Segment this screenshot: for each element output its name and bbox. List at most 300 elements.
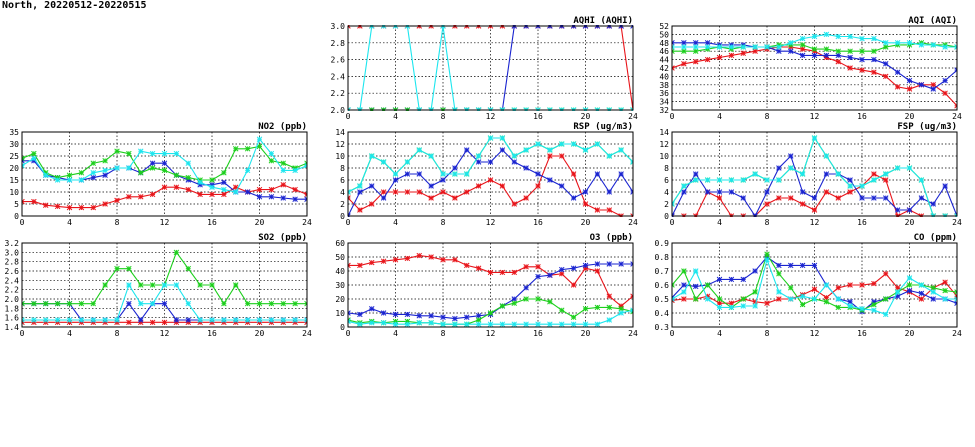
data-point-cyan: [186, 161, 191, 166]
y-tick-label: 40: [659, 72, 669, 82]
data-point-cyan: [931, 43, 936, 48]
data-point-red: [871, 281, 876, 286]
data-point-red: [91, 205, 96, 210]
y-tick-label: 2.6: [330, 55, 345, 65]
data-point-cyan: [583, 148, 588, 153]
y-tick-label: 2.2: [330, 89, 345, 99]
y-tick-label: 34: [659, 97, 669, 107]
data-point-cyan: [836, 297, 841, 302]
data-point-cyan: [293, 168, 298, 173]
data-point-blue: [812, 263, 817, 268]
data-point-green: [693, 297, 698, 302]
data-point-green: [79, 170, 84, 175]
data-point-red: [281, 182, 286, 187]
x-tick-label: 16: [207, 218, 217, 227]
data-point-green: [79, 301, 84, 306]
chart-title: AQI (AQI): [908, 16, 957, 26]
x-tick-label: 24: [952, 112, 962, 121]
data-point-red: [524, 264, 529, 269]
data-point-green: [233, 146, 238, 151]
data-point-blue: [464, 315, 469, 320]
data-point-green: [91, 301, 96, 306]
data-point-green: [705, 283, 710, 288]
data-point-cyan: [824, 154, 829, 159]
data-point-cyan: [705, 45, 710, 50]
data-point-red: [583, 202, 588, 207]
data-point-cyan: [464, 172, 469, 177]
data-point-blue: [138, 318, 143, 323]
data-point-cyan: [67, 318, 72, 323]
x-tick-label: 24: [302, 329, 312, 338]
data-point-blue: [824, 53, 829, 58]
data-point-green: [741, 297, 746, 302]
data-point-green: [138, 170, 143, 175]
y-tick-label: 2.4: [330, 72, 345, 82]
data-point-cyan: [55, 318, 60, 323]
data-point-green: [174, 173, 179, 178]
data-point-cyan: [824, 32, 829, 37]
data-point-cyan: [221, 187, 226, 192]
data-point-blue: [488, 160, 493, 165]
data-point-red: [812, 287, 817, 292]
y-tick-label: 2.0: [4, 295, 19, 304]
x-tick-label: 0: [669, 329, 675, 338]
data-point-cyan: [943, 297, 948, 302]
data-point-green: [883, 297, 888, 302]
data-point-blue: [559, 267, 564, 272]
data-point-blue: [907, 78, 912, 83]
data-point-red: [848, 283, 853, 288]
data-point-red: [488, 270, 493, 275]
data-point-blue: [512, 297, 517, 302]
x-tick-label: 12: [485, 112, 496, 121]
data-point-red: [103, 202, 108, 207]
data-point-red: [186, 187, 191, 192]
data-point-red: [500, 184, 505, 189]
data-point-green: [595, 305, 600, 310]
chart-fsp: [650, 118, 970, 228]
data-point-blue: [245, 190, 250, 195]
data-point-cyan: [931, 290, 936, 295]
data-point-red: [429, 255, 434, 260]
data-point-red: [836, 285, 841, 290]
data-point-cyan: [210, 185, 215, 190]
data-point-blue: [357, 312, 362, 317]
data-point-blue: [800, 53, 805, 58]
y-tick-label: 12: [335, 140, 345, 149]
data-point-green: [221, 170, 226, 175]
data-point-cyan: [138, 149, 143, 154]
data-point-blue: [595, 172, 600, 177]
data-point-cyan: [693, 45, 698, 50]
data-point-red: [871, 172, 876, 177]
y-tick-label: 0: [340, 212, 345, 221]
data-point-cyan: [547, 148, 552, 153]
x-tick-label: 16: [533, 218, 543, 227]
x-tick-label: 16: [857, 329, 867, 338]
data-point-cyan: [524, 322, 529, 327]
data-point-blue: [800, 263, 805, 268]
y-tick-label: 6: [664, 176, 669, 185]
data-point-cyan: [429, 154, 434, 159]
data-point-blue: [776, 263, 781, 268]
y-tick-label: 30: [9, 140, 19, 149]
data-point-red: [571, 172, 576, 177]
x-tick-label: 0: [345, 112, 351, 121]
x-tick-label: 20: [904, 112, 915, 121]
data-point-cyan: [429, 320, 434, 325]
data-point-blue: [931, 297, 936, 302]
y-tick-label: 0.3: [654, 323, 669, 332]
data-point-blue: [895, 70, 900, 75]
x-tick-label: 12: [159, 218, 170, 227]
data-point-green: [293, 301, 298, 306]
data-point-cyan: [103, 318, 108, 323]
data-point-blue: [753, 269, 758, 274]
data-point-cyan: [126, 283, 131, 288]
data-point-blue: [103, 173, 108, 178]
data-point-red: [476, 266, 481, 271]
data-point-red: [369, 202, 374, 207]
data-point-green: [31, 151, 36, 156]
x-tick-label: 24: [628, 329, 638, 338]
data-point-red: [860, 68, 865, 73]
data-point-cyan: [729, 305, 734, 310]
data-point-cyan: [198, 318, 203, 323]
data-point-blue: [381, 311, 386, 316]
data-point-red: [848, 66, 853, 71]
data-point-red: [150, 320, 155, 325]
data-point-red: [871, 70, 876, 75]
data-point-red: [800, 202, 805, 207]
data-point-cyan: [907, 276, 912, 281]
data-point-blue: [871, 57, 876, 62]
data-point-red: [776, 196, 781, 201]
data-point-red: [836, 196, 841, 201]
data-point-blue: [848, 55, 853, 60]
data-point-green: [681, 49, 686, 54]
data-point-green: [210, 178, 215, 183]
y-tick-label: 6: [340, 176, 345, 185]
data-point-green: [126, 266, 131, 271]
x-tick-label: 24: [628, 112, 638, 121]
data-point-blue: [705, 190, 710, 195]
data-point-cyan: [162, 283, 167, 288]
data-point-green: [836, 49, 841, 54]
data-point-red: [729, 301, 734, 306]
data-point-blue: [547, 178, 552, 183]
data-point-red: [67, 205, 72, 210]
data-point-cyan: [607, 318, 612, 323]
data-point-green: [788, 285, 793, 290]
y-tick-label: 1.8: [4, 304, 19, 314]
data-point-blue: [405, 312, 410, 317]
data-point-blue: [417, 172, 422, 177]
data-point-blue: [547, 273, 552, 278]
data-point-red: [848, 190, 853, 195]
data-point-red: [931, 82, 936, 87]
data-point-cyan: [91, 318, 96, 323]
data-point-cyan: [693, 178, 698, 183]
data-point-blue: [860, 196, 865, 201]
data-point-green: [717, 297, 722, 302]
data-point-cyan: [907, 40, 912, 45]
data-point-cyan: [79, 178, 84, 183]
chart-title: NO2 (ppb): [258, 122, 307, 132]
data-point-cyan: [571, 142, 576, 147]
data-point-blue: [919, 82, 924, 87]
y-tick-label: 48: [659, 38, 669, 48]
data-point-red: [476, 184, 481, 189]
data-point-blue: [776, 49, 781, 54]
data-point-blue: [126, 301, 131, 306]
data-point-green: [512, 301, 517, 306]
data-point-cyan: [788, 166, 793, 171]
chart-title: O3 (ppb): [589, 233, 633, 243]
data-point-cyan: [233, 190, 238, 195]
data-point-green: [210, 283, 215, 288]
data-point-cyan: [871, 178, 876, 183]
data-point-cyan: [619, 148, 624, 153]
data-point-blue: [883, 196, 888, 201]
data-point-cyan: [848, 184, 853, 189]
data-point-green: [619, 306, 624, 311]
data-point-cyan: [812, 297, 817, 302]
data-point-cyan: [800, 172, 805, 177]
y-tick-label: 14: [659, 128, 669, 137]
data-point-blue: [559, 184, 564, 189]
y-tick-label: 3.0: [4, 248, 19, 258]
data-point-blue: [91, 175, 96, 180]
data-point-cyan: [705, 178, 710, 183]
x-tick-label: 8: [114, 329, 120, 338]
data-point-red: [681, 297, 686, 302]
y-tick-label: 0.6: [654, 281, 669, 290]
data-point-cyan: [729, 178, 734, 183]
y-tick-label: 2: [340, 200, 345, 209]
x-tick-label: 0: [669, 218, 675, 227]
x-tick-label: 8: [440, 329, 446, 338]
data-point-cyan: [717, 178, 722, 183]
data-point-cyan: [741, 45, 746, 50]
data-point-blue: [571, 266, 576, 271]
y-tick-label: 40: [335, 267, 345, 276]
data-point-cyan: [871, 308, 876, 313]
data-point-red: [943, 91, 948, 96]
data-point-red: [417, 190, 422, 195]
data-point-red: [174, 185, 179, 190]
x-tick-label: 20: [580, 218, 591, 227]
data-point-cyan: [233, 318, 238, 323]
data-point-cyan: [907, 166, 912, 171]
data-point-red: [393, 257, 398, 262]
y-tick-label: 15: [9, 176, 19, 185]
data-point-cyan: [753, 45, 758, 50]
data-point-cyan: [221, 318, 226, 323]
data-point-blue: [729, 277, 734, 282]
data-point-blue: [162, 301, 167, 306]
y-tick-label: 14: [335, 128, 345, 137]
y-tick-label: 2.4: [4, 276, 19, 286]
data-point-green: [871, 302, 876, 307]
data-point-green: [583, 306, 588, 311]
data-point-red: [257, 187, 262, 192]
x-tick-label: 0: [19, 329, 25, 338]
data-point-red: [895, 85, 900, 90]
data-point-blue: [381, 196, 386, 201]
y-tick-label: 4: [340, 188, 345, 197]
data-point-blue: [150, 161, 155, 166]
y-tick-label: 2.2: [4, 285, 19, 295]
x-tick-label: 24: [952, 218, 962, 227]
x-tick-label: 12: [809, 218, 820, 227]
data-point-red: [788, 196, 793, 201]
data-point-blue: [860, 57, 865, 62]
data-point-cyan: [717, 45, 722, 50]
data-point-green: [115, 149, 120, 154]
data-point-blue: [369, 184, 374, 189]
data-point-blue: [705, 40, 710, 45]
data-point-blue: [848, 178, 853, 183]
data-point-cyan: [860, 184, 865, 189]
data-point-red: [441, 190, 446, 195]
data-point-green: [198, 283, 203, 288]
data-point-red: [417, 253, 422, 258]
data-point-red: [547, 154, 552, 159]
data-point-cyan: [257, 318, 262, 323]
data-point-green: [800, 43, 805, 48]
data-point-blue: [536, 274, 541, 279]
data-point-green: [103, 158, 108, 163]
data-point-green: [536, 297, 541, 302]
data-point-green: [91, 161, 96, 166]
x-tick-label: 16: [533, 329, 543, 338]
data-point-red: [150, 192, 155, 197]
y-tick-label: 44: [659, 55, 669, 65]
data-point-red: [717, 55, 722, 60]
data-point-green: [245, 301, 250, 306]
data-point-blue: [257, 194, 262, 199]
data-point-cyan: [369, 154, 374, 159]
data-point-red: [369, 260, 374, 265]
data-point-cyan: [836, 172, 841, 177]
data-point-green: [476, 318, 481, 323]
data-point-blue: [452, 166, 457, 171]
y-tick-label: 1.6: [4, 313, 19, 323]
data-point-blue: [524, 166, 529, 171]
data-point-cyan: [717, 305, 722, 310]
data-point-cyan: [788, 40, 793, 45]
data-point-green: [186, 175, 191, 180]
data-point-blue: [717, 190, 722, 195]
data-point-green: [488, 311, 493, 316]
data-point-green: [43, 301, 48, 306]
data-point-cyan: [860, 306, 865, 311]
data-point-red: [452, 196, 457, 201]
data-point-cyan: [547, 322, 552, 327]
x-tick-label: 16: [857, 218, 867, 227]
y-tick-label: 35: [9, 128, 19, 137]
x-tick-label: 20: [580, 329, 591, 338]
data-point-cyan: [776, 290, 781, 295]
data-point-cyan: [681, 290, 686, 295]
data-point-green: [103, 283, 108, 288]
data-point-green: [812, 47, 817, 52]
page-title: North, 20220512-20220515: [2, 0, 147, 11]
data-point-cyan: [476, 154, 481, 159]
data-point-blue: [741, 196, 746, 201]
data-point-blue: [800, 190, 805, 195]
data-point-red: [357, 263, 362, 268]
data-point-red: [293, 187, 298, 192]
y-tick-label: 2.8: [4, 257, 19, 267]
data-point-blue: [812, 196, 817, 201]
data-point-cyan: [681, 184, 686, 189]
data-point-red: [393, 190, 398, 195]
y-tick-label: 1.4: [4, 323, 19, 332]
y-tick-label: 42: [659, 64, 669, 73]
data-point-cyan: [765, 257, 770, 262]
data-point-green: [126, 151, 131, 156]
data-point-green: [245, 146, 250, 151]
data-point-blue: [619, 262, 624, 267]
data-point-blue: [717, 277, 722, 282]
data-point-blue: [393, 178, 398, 183]
data-point-blue: [393, 312, 398, 317]
y-tick-label: 8: [664, 164, 669, 173]
data-point-blue: [536, 172, 541, 177]
data-point-cyan: [512, 154, 517, 159]
data-point-red: [705, 57, 710, 62]
y-tick-label: 60: [335, 239, 345, 248]
y-tick-label: 50: [659, 30, 669, 40]
data-point-cyan: [464, 322, 469, 327]
data-point-red: [883, 178, 888, 183]
data-point-cyan: [55, 178, 60, 183]
data-point-cyan: [848, 34, 853, 39]
data-point-cyan: [776, 178, 781, 183]
data-point-red: [607, 208, 612, 213]
y-tick-label: 2.0: [330, 106, 345, 115]
data-point-red: [429, 196, 434, 201]
chart-title: AQHI (AQHI): [573, 16, 633, 26]
data-point-blue: [693, 172, 698, 177]
data-point-green: [162, 168, 167, 173]
y-tick-label: 10: [335, 152, 345, 161]
data-point-red: [55, 204, 60, 209]
data-point-red: [753, 49, 758, 54]
data-point-green: [281, 161, 286, 166]
x-tick-label: 4: [67, 329, 72, 338]
data-point-cyan: [115, 318, 120, 323]
data-point-cyan: [500, 136, 505, 141]
data-point-cyan: [559, 322, 564, 327]
data-point-cyan: [452, 322, 457, 327]
data-point-blue: [681, 190, 686, 195]
data-point-red: [198, 192, 203, 197]
data-point-green: [281, 301, 286, 306]
data-point-red: [693, 59, 698, 64]
data-point-green: [860, 49, 865, 54]
data-point-red: [943, 280, 948, 285]
data-point-blue: [765, 190, 770, 195]
data-point-green: [138, 283, 143, 288]
y-tick-label: 0: [664, 212, 669, 221]
data-point-cyan: [860, 36, 865, 41]
data-point-cyan: [381, 320, 386, 325]
chart-aqi: [650, 12, 970, 122]
data-point-cyan: [800, 36, 805, 41]
